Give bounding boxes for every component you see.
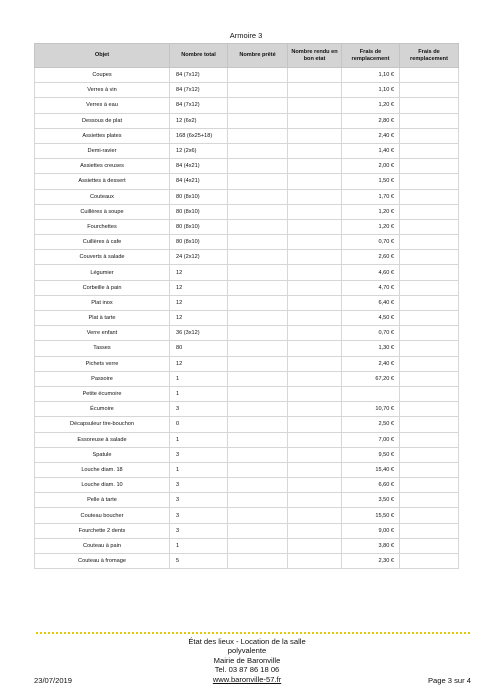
table-row bbox=[35, 265, 459, 280]
table-row bbox=[35, 219, 459, 234]
cell-nombre-total: 12 bbox=[170, 265, 228, 280]
cell-nombre-prete bbox=[228, 219, 288, 234]
cell-nombre-rendu bbox=[288, 538, 342, 553]
footer-tel: Tel. 03 87 86 18 06 bbox=[214, 665, 280, 675]
cell-nombre-prete bbox=[228, 174, 288, 189]
table-row bbox=[35, 98, 459, 113]
cell-nombre-rendu bbox=[288, 462, 342, 477]
cell-nombre-rendu bbox=[288, 250, 342, 265]
cell-frais-remplacement-2 bbox=[400, 113, 459, 128]
cell-nombre-rendu bbox=[288, 311, 342, 326]
cell-nombre-rendu bbox=[288, 326, 342, 341]
table-row bbox=[35, 554, 459, 569]
cell-nombre-rendu bbox=[288, 174, 342, 189]
cell-nombre-total: 12 bbox=[170, 311, 228, 326]
cell-nombre-rendu bbox=[288, 295, 342, 310]
cell-frais-remplacement: 10,70 € bbox=[342, 402, 400, 417]
cell-nombre-rendu bbox=[288, 235, 342, 250]
cell-frais-remplacement-2 bbox=[400, 265, 459, 280]
cell-objet: Couverts à salade bbox=[35, 250, 170, 265]
table-row bbox=[35, 250, 459, 265]
cell-objet: Assiettes à dessert bbox=[35, 174, 170, 189]
cell-nombre-total: 12 bbox=[170, 295, 228, 310]
header-frais-remplacement: Frais de remplacement bbox=[342, 44, 400, 68]
cell-frais-remplacement: 1,30 € bbox=[342, 341, 400, 356]
cell-frais-remplacement: 15,50 € bbox=[342, 508, 400, 523]
cell-frais-remplacement-2 bbox=[400, 371, 459, 386]
table-row bbox=[35, 493, 459, 508]
cell-frais-remplacement-2 bbox=[400, 280, 459, 295]
cell-frais-remplacement bbox=[342, 386, 400, 401]
table-row bbox=[35, 311, 459, 326]
cell-nombre-total: 3 bbox=[170, 508, 228, 523]
cell-frais-remplacement: 2,00 € bbox=[342, 159, 400, 174]
cell-nombre-prete bbox=[228, 265, 288, 280]
table-row bbox=[35, 478, 459, 493]
cell-frais-remplacement-2 bbox=[400, 432, 459, 447]
table-row bbox=[35, 371, 459, 386]
cell-nombre-total: 84 (4x21) bbox=[170, 174, 228, 189]
cell-objet: Dessous de plat bbox=[35, 113, 170, 128]
cell-nombre-total: 1 bbox=[170, 462, 228, 477]
cell-frais-remplacement: 1,70 € bbox=[342, 189, 400, 204]
cell-frais-remplacement-2 bbox=[400, 554, 459, 569]
inventory-table bbox=[34, 43, 459, 569]
cell-objet: Corbeille à pain bbox=[35, 280, 170, 295]
cell-nombre-total: 3 bbox=[170, 402, 228, 417]
cell-nombre-rendu bbox=[288, 447, 342, 462]
cell-frais-remplacement-2 bbox=[400, 159, 459, 174]
table-row bbox=[35, 538, 459, 553]
cell-frais-remplacement: 4,70 € bbox=[342, 280, 400, 295]
cell-nombre-rendu bbox=[288, 83, 342, 98]
cell-frais-remplacement: 2,30 € bbox=[342, 554, 400, 569]
cell-nombre-prete bbox=[228, 113, 288, 128]
cell-frais-remplacement: 0,70 € bbox=[342, 326, 400, 341]
cell-frais-remplacement: 15,40 € bbox=[342, 462, 400, 477]
cell-nombre-prete bbox=[228, 189, 288, 204]
cell-nombre-prete bbox=[228, 538, 288, 553]
cell-objet: Louche diam. 18 bbox=[35, 462, 170, 477]
cell-nombre-rendu bbox=[288, 478, 342, 493]
table-row bbox=[35, 386, 459, 401]
cell-nombre-prete bbox=[228, 447, 288, 462]
cell-nombre-prete bbox=[228, 356, 288, 371]
cell-frais-remplacement: 1,50 € bbox=[342, 174, 400, 189]
cell-frais-remplacement: 1,40 € bbox=[342, 143, 400, 158]
cell-nombre-total: 3 bbox=[170, 523, 228, 538]
cell-nombre-rendu bbox=[288, 523, 342, 538]
cell-nombre-rendu bbox=[288, 265, 342, 280]
cell-frais-remplacement-2 bbox=[400, 478, 459, 493]
cell-frais-remplacement: 2,50 € bbox=[342, 417, 400, 432]
cell-frais-remplacement-2 bbox=[400, 235, 459, 250]
cell-nombre-prete bbox=[228, 68, 288, 83]
cell-frais-remplacement: 0,70 € bbox=[342, 235, 400, 250]
cell-frais-remplacement-2 bbox=[400, 83, 459, 98]
cell-objet: Couteau boucher bbox=[35, 508, 170, 523]
cell-nombre-prete bbox=[228, 83, 288, 98]
cell-nombre-rendu bbox=[288, 204, 342, 219]
table-row bbox=[35, 447, 459, 462]
cell-nombre-prete bbox=[228, 493, 288, 508]
cell-frais-remplacement: 2,40 € bbox=[342, 356, 400, 371]
footer-title-line2: polyvalente bbox=[227, 646, 267, 656]
cell-nombre-total: 84 (4x21) bbox=[170, 159, 228, 174]
cell-objet: Cuillères à soupe bbox=[35, 204, 170, 219]
cell-nombre-rendu bbox=[288, 189, 342, 204]
cell-nombre-total: 84 (7x12) bbox=[170, 68, 228, 83]
cell-nombre-total: 36 (3x12) bbox=[170, 326, 228, 341]
cell-nombre-rendu bbox=[288, 219, 342, 234]
cell-objet: Assiettes plates bbox=[35, 128, 170, 143]
table-row bbox=[35, 402, 459, 417]
cell-objet: Spatule bbox=[35, 447, 170, 462]
cell-nombre-total: 12 (2x6) bbox=[170, 143, 228, 158]
cell-nombre-rendu bbox=[288, 402, 342, 417]
footer-title-line1: État des lieux - Location de la salle bbox=[188, 637, 306, 646]
cell-objet: Fourchettes bbox=[35, 219, 170, 234]
table-row bbox=[35, 508, 459, 523]
table-row bbox=[35, 83, 459, 98]
cell-frais-remplacement: 67,20 € bbox=[342, 371, 400, 386]
inventory-body bbox=[35, 68, 459, 569]
table-row bbox=[35, 341, 459, 356]
cell-frais-remplacement-2 bbox=[400, 98, 459, 113]
cell-nombre-rendu bbox=[288, 113, 342, 128]
cell-nombre-total: 80 bbox=[170, 341, 228, 356]
table-row bbox=[35, 159, 459, 174]
cell-frais-remplacement-2 bbox=[400, 417, 459, 432]
cell-nombre-total: 1 bbox=[170, 371, 228, 386]
cell-objet: Écumoire bbox=[35, 402, 170, 417]
cell-frais-remplacement-2 bbox=[400, 143, 459, 158]
cell-nombre-total: 80 (8x10) bbox=[170, 204, 228, 219]
cell-frais-remplacement: 1,20 € bbox=[342, 204, 400, 219]
cell-frais-remplacement-2 bbox=[400, 341, 459, 356]
cell-frais-remplacement-2 bbox=[400, 311, 459, 326]
cell-frais-remplacement-2 bbox=[400, 462, 459, 477]
cell-nombre-prete bbox=[228, 402, 288, 417]
cell-frais-remplacement-2 bbox=[400, 295, 459, 310]
cell-frais-remplacement: 4,60 € bbox=[342, 265, 400, 280]
cell-frais-remplacement-2 bbox=[400, 356, 459, 371]
cell-nombre-total: 84 (7x12) bbox=[170, 83, 228, 98]
cell-nombre-prete bbox=[228, 295, 288, 310]
cell-frais-remplacement: 1,20 € bbox=[342, 98, 400, 113]
cell-frais-remplacement: 7,00 € bbox=[342, 432, 400, 447]
cell-objet: Fourchette 2 dents bbox=[35, 523, 170, 538]
cell-objet: Couteau à fromage bbox=[35, 554, 170, 569]
cell-frais-remplacement: 9,50 € bbox=[342, 447, 400, 462]
cell-nombre-prete bbox=[228, 371, 288, 386]
cell-frais-remplacement: 1,10 € bbox=[342, 68, 400, 83]
cell-nombre-total: 3 bbox=[170, 447, 228, 462]
table-row bbox=[35, 68, 459, 83]
table-caption: Armoire 3 bbox=[229, 31, 263, 40]
table-row bbox=[35, 128, 459, 143]
cell-frais-remplacement-2 bbox=[400, 174, 459, 189]
header-nombre-prete: Nombre prêté bbox=[228, 44, 288, 68]
cell-nombre-prete bbox=[228, 280, 288, 295]
footer-page-number: Page 3 sur 4 bbox=[427, 676, 471, 685]
table-row bbox=[35, 523, 459, 538]
cell-nombre-total: 1 bbox=[170, 432, 228, 447]
cell-nombre-total: 168 (6x25+18) bbox=[170, 128, 228, 143]
cell-frais-remplacement: 6,40 € bbox=[342, 295, 400, 310]
cell-frais-remplacement: 6,60 € bbox=[342, 478, 400, 493]
cell-objet: Plat à tarte bbox=[35, 311, 170, 326]
cell-frais-remplacement-2 bbox=[400, 68, 459, 83]
cell-nombre-rendu bbox=[288, 280, 342, 295]
cell-objet: Assiettes creuses bbox=[35, 159, 170, 174]
cell-frais-remplacement-2 bbox=[400, 250, 459, 265]
footer-divider bbox=[36, 632, 470, 634]
cell-nombre-prete bbox=[228, 311, 288, 326]
cell-nombre-prete bbox=[228, 326, 288, 341]
cell-nombre-prete bbox=[228, 554, 288, 569]
cell-frais-remplacement-2 bbox=[400, 402, 459, 417]
cell-nombre-total: 12 (6x2) bbox=[170, 113, 228, 128]
cell-frais-remplacement-2 bbox=[400, 493, 459, 508]
cell-nombre-prete bbox=[228, 98, 288, 113]
table-row bbox=[35, 326, 459, 341]
table-row bbox=[35, 235, 459, 250]
cell-frais-remplacement: 1,10 € bbox=[342, 83, 400, 98]
cell-frais-remplacement-2 bbox=[400, 219, 459, 234]
cell-nombre-total: 24 (2x12) bbox=[170, 250, 228, 265]
cell-nombre-prete bbox=[228, 478, 288, 493]
table-row bbox=[35, 143, 459, 158]
cell-frais-remplacement-2 bbox=[400, 447, 459, 462]
footer-info bbox=[150, 637, 344, 684]
table-row bbox=[35, 113, 459, 128]
cell-nombre-total: 12 bbox=[170, 356, 228, 371]
cell-frais-remplacement-2 bbox=[400, 508, 459, 523]
cell-nombre-total: 1 bbox=[170, 538, 228, 553]
footer-mairie: Mairie de Baronville bbox=[213, 655, 281, 665]
cell-objet: Pelle à tarte bbox=[35, 493, 170, 508]
cell-nombre-total: 84 (7x12) bbox=[170, 98, 228, 113]
cell-nombre-total: 5 bbox=[170, 554, 228, 569]
cell-frais-remplacement: 3,80 € bbox=[342, 538, 400, 553]
header-frais-remplacement-2: Frais de remplacement bbox=[400, 44, 459, 68]
cell-objet: Essoreuse à salade bbox=[35, 432, 170, 447]
cell-frais-remplacement: 2,80 € bbox=[342, 113, 400, 128]
cell-nombre-rendu bbox=[288, 371, 342, 386]
cell-objet: Verre enfant bbox=[35, 326, 170, 341]
cell-nombre-rendu bbox=[288, 128, 342, 143]
table-header-row bbox=[35, 44, 459, 68]
cell-frais-remplacement-2 bbox=[400, 523, 459, 538]
cell-nombre-prete bbox=[228, 523, 288, 538]
footer-website-link[interactable]: www.baronville-57.fr bbox=[212, 674, 282, 684]
cell-objet: Coupes bbox=[35, 68, 170, 83]
cell-nombre-total: 80 (8x10) bbox=[170, 219, 228, 234]
footer-date: 23/07/2019 bbox=[34, 676, 73, 685]
header-nombre-rendu: Nombre rendu en bon etat bbox=[288, 44, 342, 68]
table-row bbox=[35, 174, 459, 189]
cell-objet: Cuillères à cafe bbox=[35, 235, 170, 250]
cell-nombre-prete bbox=[228, 386, 288, 401]
table-row bbox=[35, 295, 459, 310]
cell-objet: Verres à vin bbox=[35, 83, 170, 98]
cell-objet: Passoire bbox=[35, 371, 170, 386]
cell-nombre-rendu bbox=[288, 341, 342, 356]
cell-nombre-total: 12 bbox=[170, 280, 228, 295]
cell-nombre-prete bbox=[228, 341, 288, 356]
cell-nombre-prete bbox=[228, 417, 288, 432]
cell-objet: Couteau à pain bbox=[35, 538, 170, 553]
table-row bbox=[35, 189, 459, 204]
cell-frais-remplacement-2 bbox=[400, 386, 459, 401]
cell-nombre-total: 3 bbox=[170, 493, 228, 508]
cell-frais-remplacement: 3,50 € bbox=[342, 493, 400, 508]
cell-nombre-rendu bbox=[288, 508, 342, 523]
cell-frais-remplacement: 4,50 € bbox=[342, 311, 400, 326]
cell-nombre-rendu bbox=[288, 159, 342, 174]
cell-nombre-rendu bbox=[288, 68, 342, 83]
table-row bbox=[35, 280, 459, 295]
cell-nombre-rendu bbox=[288, 143, 342, 158]
cell-nombre-prete bbox=[228, 432, 288, 447]
cell-objet: Verres à eau bbox=[35, 98, 170, 113]
cell-objet: Plat inox bbox=[35, 295, 170, 310]
cell-frais-remplacement: 9,00 € bbox=[342, 523, 400, 538]
cell-objet: Tasses bbox=[35, 341, 170, 356]
header-nombre-total: Nombre total bbox=[170, 44, 228, 68]
cell-nombre-rendu bbox=[288, 554, 342, 569]
cell-objet: Décapsuleur tire-bouchon bbox=[35, 417, 170, 432]
cell-nombre-rendu bbox=[288, 493, 342, 508]
cell-nombre-total: 1 bbox=[170, 386, 228, 401]
cell-nombre-prete bbox=[228, 159, 288, 174]
cell-nombre-total: 80 (8x10) bbox=[170, 235, 228, 250]
cell-nombre-total: 3 bbox=[170, 478, 228, 493]
table-row bbox=[35, 356, 459, 371]
cell-objet: Demi-ravier bbox=[35, 143, 170, 158]
cell-objet: Légumier bbox=[35, 265, 170, 280]
cell-nombre-rendu bbox=[288, 98, 342, 113]
cell-nombre-rendu bbox=[288, 417, 342, 432]
cell-frais-remplacement: 2,40 € bbox=[342, 128, 400, 143]
cell-nombre-rendu bbox=[288, 356, 342, 371]
table-row bbox=[35, 417, 459, 432]
cell-frais-remplacement-2 bbox=[400, 204, 459, 219]
cell-nombre-total: 80 (8x10) bbox=[170, 189, 228, 204]
header-objet: Objet bbox=[35, 44, 170, 68]
cell-nombre-prete bbox=[228, 462, 288, 477]
cell-frais-remplacement-2 bbox=[400, 538, 459, 553]
cell-nombre-prete bbox=[228, 250, 288, 265]
cell-objet: Pichets verre bbox=[35, 356, 170, 371]
cell-nombre-prete bbox=[228, 508, 288, 523]
cell-nombre-prete bbox=[228, 143, 288, 158]
cell-nombre-prete bbox=[228, 204, 288, 219]
cell-objet: Louche diam. 10 bbox=[35, 478, 170, 493]
cell-nombre-rendu bbox=[288, 432, 342, 447]
cell-objet: Couteaux bbox=[35, 189, 170, 204]
cell-frais-remplacement-2 bbox=[400, 326, 459, 341]
cell-nombre-total: 0 bbox=[170, 417, 228, 432]
cell-nombre-prete bbox=[228, 235, 288, 250]
cell-frais-remplacement: 1,20 € bbox=[342, 219, 400, 234]
cell-nombre-rendu bbox=[288, 386, 342, 401]
cell-objet: Petite écumoire bbox=[35, 386, 170, 401]
table-row bbox=[35, 432, 459, 447]
cell-nombre-prete bbox=[228, 128, 288, 143]
table-row bbox=[35, 204, 459, 219]
cell-frais-remplacement-2 bbox=[400, 189, 459, 204]
cell-frais-remplacement-2 bbox=[400, 128, 459, 143]
table-row bbox=[35, 462, 459, 477]
cell-frais-remplacement: 2,60 € bbox=[342, 250, 400, 265]
